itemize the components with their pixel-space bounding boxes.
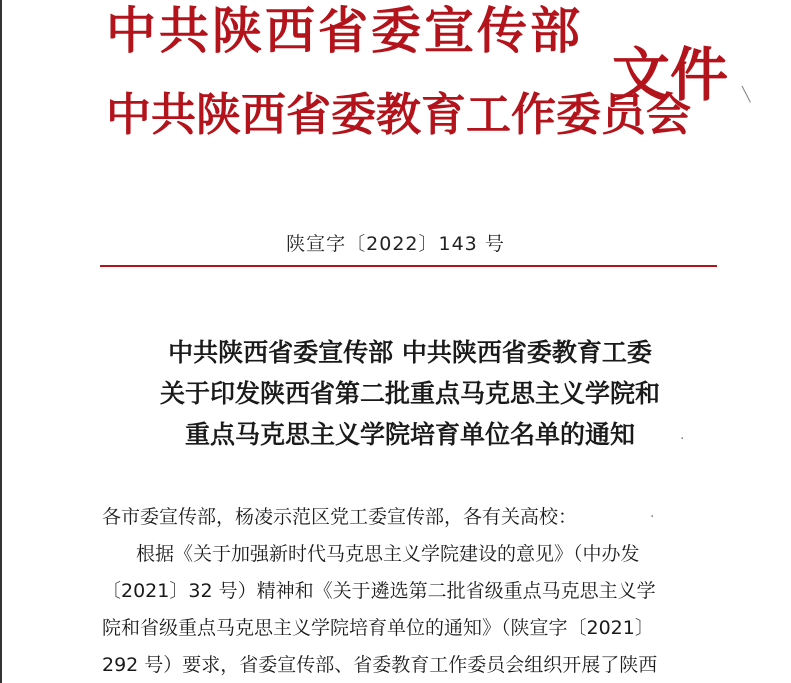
title-line-2: 关于印发陕西省第二批重点马克思主义学院和	[159, 379, 660, 408]
notice-body	[102, 499, 722, 683]
title-line-1: 中共陕西省委宣传部 中共陕西省委教育工委	[168, 338, 652, 367]
body-paragraph-line: 院和省级重点马克思主义学院培育单位的通知》（陕宣字〔2021〕	[102, 617, 654, 639]
red-divider-line	[100, 265, 717, 267]
body-paragraph-line: 〔2021〕32 号）精神和《关于遴选第二批省级重点马克思主义学	[102, 580, 656, 602]
scan-speck: ·	[650, 509, 655, 525]
scan-speck: ╲	[742, 87, 751, 103]
body-paragraph-line: 根据《关于加强新时代马克思主义学院建设的意见》（中办发	[136, 543, 640, 565]
document-number: 陕宣字〔2022〕143 号	[286, 233, 505, 255]
issuer-education-committee: 中共陕西省委教育工作委员会	[106, 88, 692, 141]
document-type-label: 文件	[612, 41, 729, 109]
salutation: 各市委宣传部，杨凌示范区党工委宣传部，各有关高校：	[102, 506, 578, 528]
body-paragraph-line: 292 号）要求，省委宣传部、省委教育工作委员会组织开展了陕西	[102, 654, 658, 676]
notice-title	[80, 332, 740, 455]
title-line-3: 重点马克思主义学院培育单位名单的通知	[184, 420, 635, 449]
scan-speck: ·	[680, 431, 685, 447]
page-edge	[0, 0, 2, 683]
issuer-propaganda-department: 中共陕西省委宣传部	[106, 1, 583, 60]
